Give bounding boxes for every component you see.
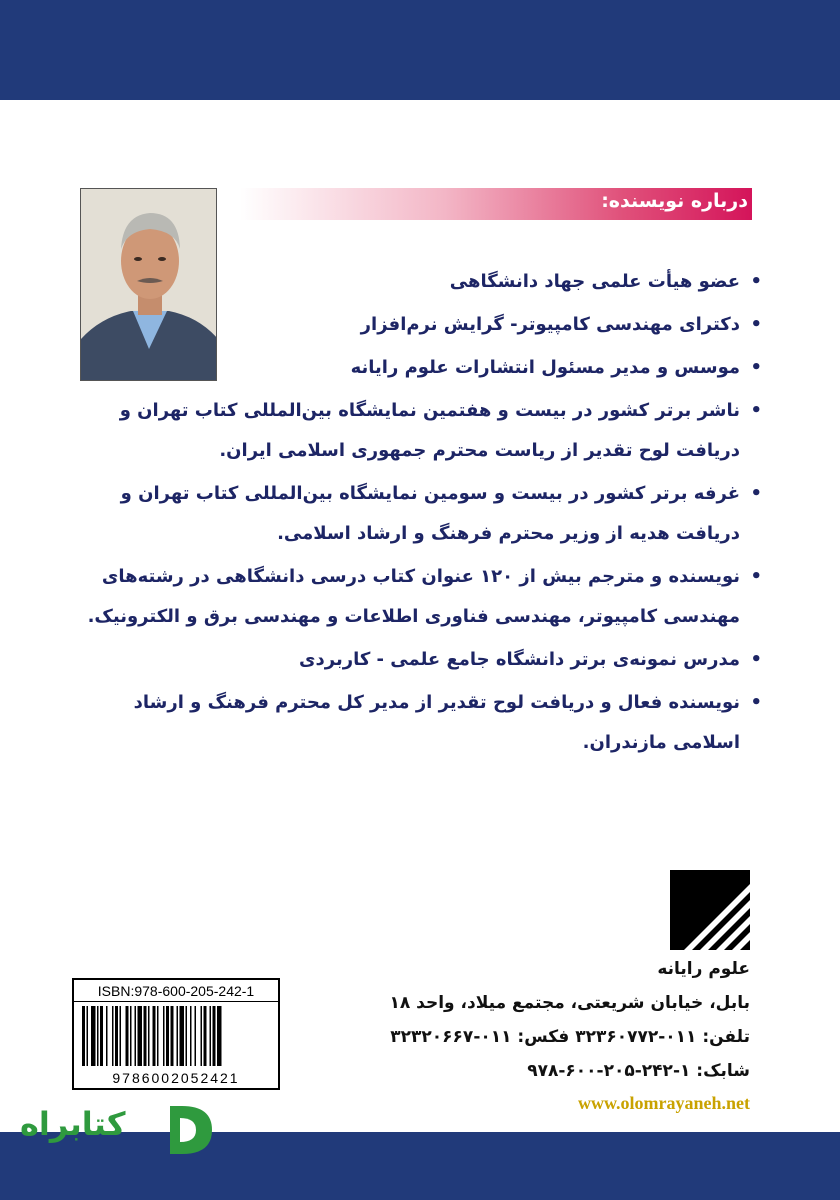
- bio-item: • مدرس نمونه‌ی برتر دانشگاه جامع علمی - کاربردی: [70, 640, 762, 680]
- isbn-label: ISBN:978-600-205-242-1: [74, 980, 278, 1002]
- bio-item: • نویسنده فعال و دریافت لوح تقدیر از مدیر کل محترم فرهنگ و ارشاد اسلامی مازندران.: [70, 683, 762, 763]
- barcode-digits: 9786002052421: [112, 1070, 240, 1086]
- publisher-info: [310, 952, 750, 1088]
- publisher-phone: تلفن: ۰۱۱-۳۲۳۶۰۷۷۲ فکس: ۰۱۱-۳۲۳۲۰۶۶۷: [390, 1027, 750, 1047]
- bio-item: • دکترای مهندسی کامپیوتر- گرایش نرم‌افزار: [70, 305, 762, 345]
- top-band: [0, 0, 840, 100]
- bio-item: • نویسنده و مترجم بیش از ۱۲۰ عنوان کتاب درسی دانشگاهی در رشته‌های مهندسی کامپیوتر، مهندسی فناوری اطلاعات و مهندسی برق و الکترونیک.: [70, 557, 762, 637]
- author-bio-list: [70, 262, 762, 766]
- bio-item: • ناشر برتر کشور در بیست و هفتمین نمایشگاه بین‌المللی کتاب تهران و دریافت لوح تقدیر از ریاست محترم جمهوری اسلامی ایران.: [70, 391, 762, 471]
- ketabrah-watermark: کتابراه: [20, 1105, 126, 1143]
- publisher-logo-icon: [670, 870, 750, 950]
- publisher-isbn: شابک: ۱-۲۴۲-۲۰۵-۶۰۰-۹۷۸: [527, 1061, 750, 1081]
- bio-item: • عضو هیأت علمی جهاد دانشگاهی: [70, 262, 762, 302]
- isbn-barcode: [72, 978, 280, 1090]
- publisher-address: بابل، خیابان شریعتی، مجتمع میلاد، واحد ۱۸: [389, 993, 750, 1013]
- bio-item: • غرفه برتر کشور در بیست و سومین نمایشگاه بین‌المللی کتاب تهران و دریافت هدیه از وزیر محترم فرهنگ و ارشاد اسلامی.: [70, 474, 762, 554]
- bio-item: • موسس و مدیر مسئول انتشارات علوم رایانه: [70, 348, 762, 388]
- barcode-icon: [80, 1006, 276, 1068]
- publisher-name: علوم رایانه: [657, 959, 750, 979]
- publisher-website[interactable]: www.olomrayaneh.net: [578, 1093, 750, 1113]
- section-title: درباره نویسنده:: [601, 190, 748, 212]
